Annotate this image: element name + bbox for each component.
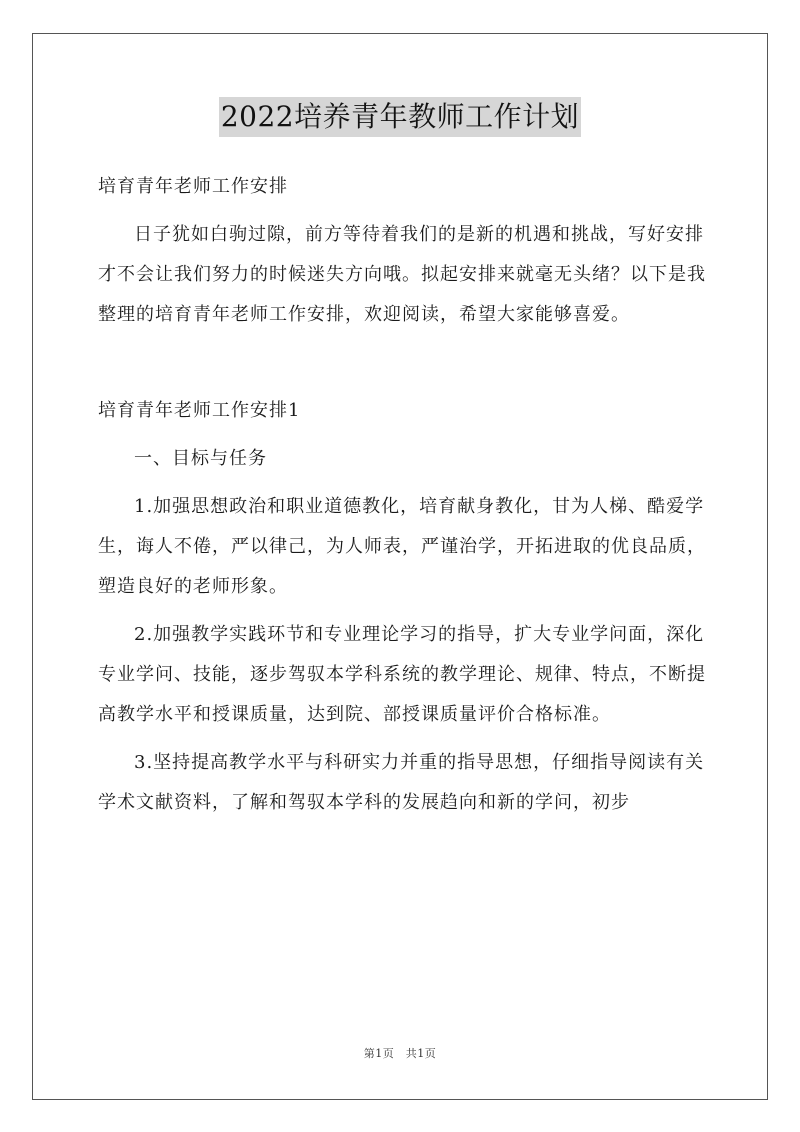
document-title: 2022培养青年教师工作计划 [219, 97, 581, 137]
spacer [98, 607, 716, 615]
title-container [0, 97, 800, 137]
spacer [98, 735, 716, 743]
subsection-title: 一、目标与任务 [134, 448, 267, 469]
spacer [98, 335, 716, 391]
spacer [98, 479, 716, 487]
list-item-3: 3.坚持提高教学水平与科研实力并重的指导思想，仔细指导阅读有关学术文献资料，了解和驾驭本学科的发展趋向和新的学问，初步 [98, 752, 705, 813]
list-item-1: 1.加强思想政治和职业道德教化，培育献身教化，甘为人梯、酷爱学生，诲人不倦，严以律己，为人师表，严谨治学，开拓进取的优良品质，塑造良好的老师形象。 [98, 496, 706, 597]
subtitle: 培育青年老师工作安排 [98, 176, 288, 197]
document-body [98, 167, 716, 823]
list-item-2: 2.加强教学实践环节和专业理论学习的指导，扩大专业学问面，深化专业学问、技能，逐步驾驭本学科系统的教学理论、规律、特点，不断提高教学水平和授课质量，达到院、部授课质量评价合格标准。 [98, 624, 706, 725]
intro-paragraph: 日子犹如白驹过隙，前方等待着我们的是新的机遇和挑战，写好安排才不会让我们努力的时候迷失方向哦。拟起安排来就毫无头绪？以下是我整理的培育青年老师工作安排，欢迎阅读，希望大家能够喜爱。 [98, 224, 706, 325]
spacer [98, 431, 716, 439]
section-title: 培育青年老师工作安排1 [98, 400, 301, 421]
page-footer: 第1页 共1页 [363, 1047, 437, 1060]
spacer [98, 207, 716, 215]
